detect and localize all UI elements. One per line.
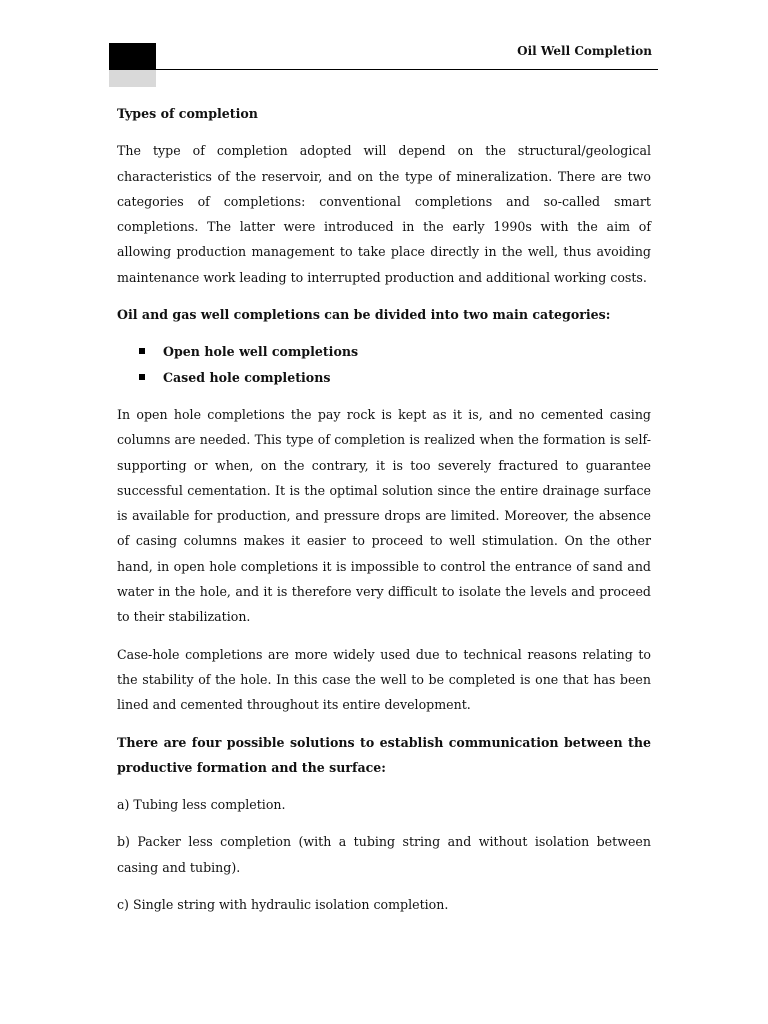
section-heading: Types of completion [117, 106, 258, 121]
square-bullet-icon [139, 374, 145, 380]
categories-heading: Oil and gas well completions can be divided into two main categories: [117, 307, 611, 323]
solutions-heading: There are four possible solutions to establish communication between the productive formation and the surface: [117, 734, 651, 775]
page-body [117, 101, 651, 929]
open-hole-paragraph: In open hole completions the pay rock is kept as it is, and no cemented casing columns are needed. This type of completion is realized when the formation is self-supporting or when, on the contrary, it is too severely fractured to guarantee successful cementation. It is the optimal solution since the entire drainage surface is available for production, and pressure drops are limited. Moreover, the absence of casing columns makes it easier to proceed to well stimulation. On the other hand, in open hole completions it is impossible to control the entrance of sand and water in the hole, and it is therefore very difficult to isolate the levels and proceed to their stabilization. [117, 406, 651, 625]
running-header-title: Oil Well Completion [517, 44, 652, 58]
list-item-label: Cased hole completions [163, 369, 331, 385]
header-black-block [109, 43, 156, 70]
cased-hole-paragraph: Case-hole completions are more widely used due to technical reasons relating to the stability of the hole. In this case the well to be completed is one that has been lined and cemented throughout its entire development. [117, 646, 651, 713]
solution-item: c) Single string with hydraulic isolation completion. [117, 897, 449, 913]
list-item-label: Open hole well completions [163, 344, 359, 360]
solution-item: b) Packer less completion (with a tubing string and without isolation between casing and tubing). [117, 834, 651, 875]
intro-paragraph: The type of completion adopted will depend on the structural/geological characteristics of the reservoir, and on the type of mineralization. There are two categories of completions: conventional completions and so-called smart completions. The latter were introduced in the early 1990s with the aim of allowing production management to take place directly in the well, thus avoiding maintenance work leading to interrupted production and additional working costs. [117, 143, 651, 285]
solution-item: a) Tubing less completion. [117, 797, 286, 813]
list-item [117, 339, 651, 364]
categories-list [117, 339, 651, 390]
list-item [117, 365, 651, 390]
square-bullet-icon [139, 348, 145, 354]
header-gray-block [109, 70, 156, 87]
header-rule [109, 69, 658, 70]
